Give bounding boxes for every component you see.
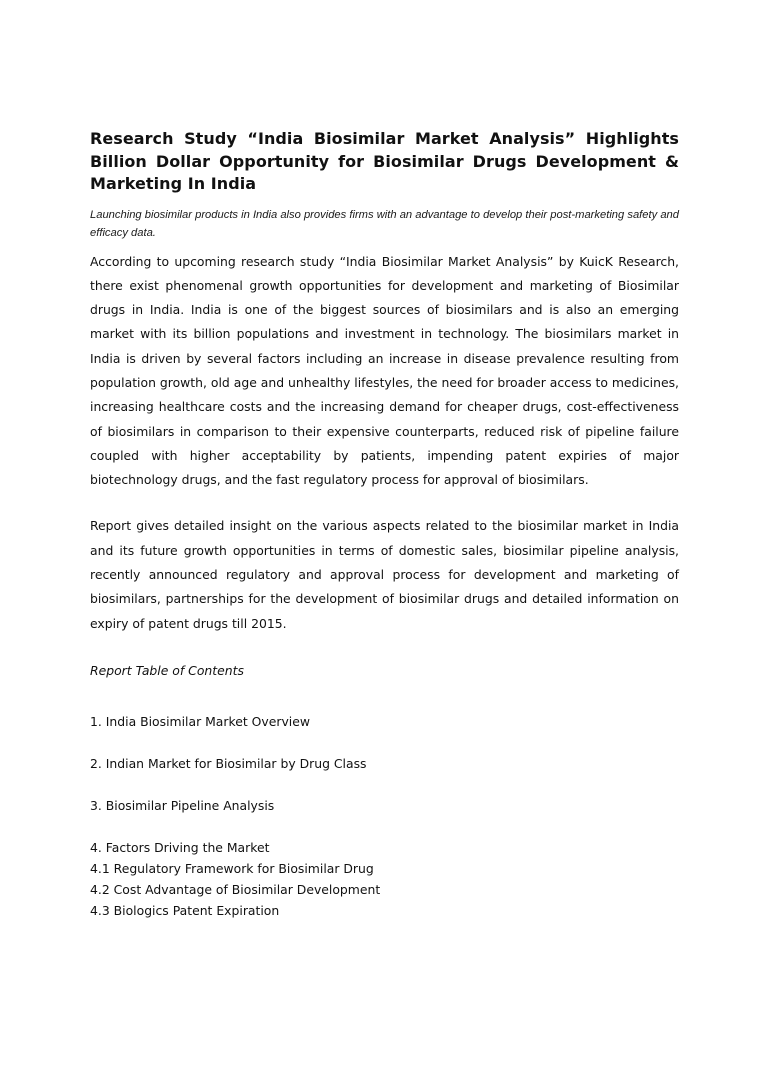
toc-item-3: 3. Biosimilar Pipeline Analysis bbox=[90, 797, 275, 813]
toc-item-2: 2. Indian Market for Biosimilar by Drug Class bbox=[90, 755, 367, 771]
document-page bbox=[90, 128, 679, 921]
body-paragraph-2: Report gives detailed insight on the various aspects related to the biosimilar market in India and its future growth opportunities in terms of domestic sales, biosimilar pipeline analysis, recently announced regulatory and approval process for development and marketing of biosimilars, partnerships for the development of biosimilar drugs and detailed information on expiry of patent drugs till 2015. bbox=[90, 518, 679, 631]
toc-item-4-2: 4.2 Cost Advantage of Biosimilar Development bbox=[90, 881, 381, 897]
toc-item-4: 4. Factors Driving the Market bbox=[90, 839, 270, 855]
toc-item-4-1: 4.1 Regulatory Framework for Biosimilar Drug bbox=[90, 860, 374, 876]
toc-item-1: 1. India Biosimilar Market Overview bbox=[90, 713, 310, 729]
body-paragraph-1: According to upcoming research study “India Biosimilar Market Analysis” by KuicK Research, there exist phenomenal growth opportunities for development and marketing of Biosimilar drugs in India. India is one of the biggest sources of biosimilars and is also an emerging market with its billion populations and investment in technology. The biosimilars market in India is driven by several factors including an increase in disease prevalence resulting from population growth, old age and unhealthy lifestyles, the need for broader access to medicines, increasing healthcare costs and the increasing demand for cheaper drugs, cost-effectiveness of biosimilars in comparison to their expensive counterparts, reduced risk of pipeline failure coupled with higher acceptability by patients, impending patent expiries of major biotechnology drugs, and the fast regulatory process for approval of biosimilars. bbox=[90, 253, 679, 488]
toc-heading: Report Table of Contents bbox=[90, 662, 244, 678]
toc-list bbox=[90, 711, 679, 921]
document-title: Research Study “India Biosimilar Market Analysis” Highlights Billion Dollar Opportunity for Biosimilar Drugs Development & Marketing In India bbox=[90, 129, 679, 193]
toc-item-4-3: 4.3 Biologics Patent Expiration bbox=[90, 902, 280, 918]
document-subtitle: Launching biosimilar products in India also provides firms with an advantage to develop their post-marketing safety and efficacy data. bbox=[90, 208, 679, 239]
